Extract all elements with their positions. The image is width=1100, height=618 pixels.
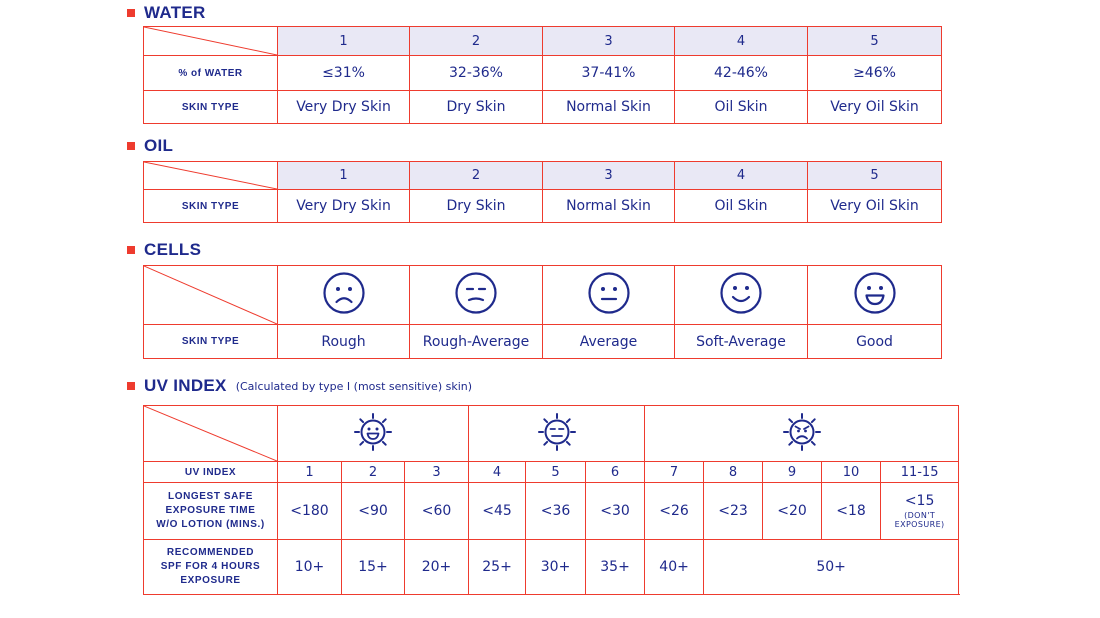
spf-row-label: RECOMMENDED SPF FOR 4 HOURS EXPOSURE [144, 540, 278, 595]
exposure-row-label: LONGEST SAFE EXPOSURE TIME W/O LOTION (MINS.) [144, 483, 278, 540]
spf-value: 10+ [278, 540, 342, 595]
water-level: 4 [675, 27, 808, 56]
neutral-sun-icon [537, 412, 577, 456]
oil-skin-type: Very Dry Skin [278, 190, 410, 223]
water-skin-type: Oil Skin [675, 91, 808, 124]
uv-index-value: 7 [645, 462, 704, 483]
face-cell [808, 266, 942, 325]
water-percent: ≤31% [278, 56, 410, 91]
cells-skin-type: Rough-Average [410, 325, 543, 359]
face-cell [278, 266, 410, 325]
exposure-value: <180 [278, 483, 342, 540]
percent-row-label: % of WATER [144, 56, 278, 91]
skin-type-row-label: SKIN TYPE [144, 325, 278, 359]
face-cell [675, 266, 808, 325]
water-skin-type: Very Oil Skin [808, 91, 942, 124]
exposure-value: <90 [342, 483, 405, 540]
uv-index-value: 1 [278, 462, 342, 483]
happy-face-icon [853, 271, 897, 319]
cells-section-header [127, 240, 201, 260]
bullet-square [127, 9, 135, 17]
cells-skin-type: Soft-Average [675, 325, 808, 359]
happy-sun-icon [353, 412, 393, 456]
exposure-value: <23 [704, 483, 763, 540]
exposure-value: <36 [526, 483, 586, 540]
uv-title: UV INDEX [144, 376, 227, 395]
sad-face-icon [322, 271, 366, 319]
uv-table [143, 405, 959, 595]
cells-title: CELLS [144, 240, 202, 259]
uv-index-value: 6 [586, 462, 645, 483]
cells-skin-type: Rough [278, 325, 410, 359]
oil-title: OIL [144, 136, 174, 155]
water-skin-type: Normal Skin [543, 91, 675, 124]
water-title: WATER [144, 3, 206, 22]
sun-cell-high [645, 406, 959, 462]
uv-note: (Calculated by type I (most sensitive) skin) [235, 379, 473, 393]
skin-type-row-label: SKIN TYPE [144, 190, 278, 223]
exposure-value-last [881, 483, 959, 540]
unhappy-face-icon [454, 271, 498, 319]
bullet-square [127, 382, 135, 390]
water-level: 3 [543, 27, 675, 56]
oil-level: 4 [675, 162, 808, 190]
water-percent: ≥46% [808, 56, 942, 91]
uv-index-value: 10 [822, 462, 881, 483]
uv-index-value: 9 [763, 462, 822, 483]
uv-index-value: 5 [526, 462, 586, 483]
uv-index-value: 8 [704, 462, 763, 483]
uv-index-value: 2 [342, 462, 405, 483]
corner-cell [144, 162, 278, 190]
uv-index-row-label: UV INDEX [144, 462, 278, 483]
exposure-value: <18 [822, 483, 881, 540]
smile-face-icon [719, 271, 763, 319]
spf-value: 50+ [704, 540, 959, 595]
angry-sun-icon [782, 412, 822, 456]
water-section-header [127, 3, 206, 23]
exposure-value: <45 [469, 483, 526, 540]
water-percent: 37-41% [543, 56, 675, 91]
spf-value: 30+ [526, 540, 586, 595]
dont-exposure-note: (DON'T EXPOSURE) [894, 511, 945, 529]
oil-level: 5 [808, 162, 942, 190]
water-level: 2 [410, 27, 543, 56]
uv-section-header [127, 376, 472, 396]
spf-value: 35+ [586, 540, 645, 595]
exposure-value: <60 [405, 483, 469, 540]
oil-level: 2 [410, 162, 543, 190]
face-cell [410, 266, 543, 325]
exposure-value: <15 [904, 493, 935, 509]
water-table [143, 26, 942, 124]
oil-skin-type: Oil Skin [675, 190, 808, 223]
spf-value: 25+ [469, 540, 526, 595]
exposure-value: <20 [763, 483, 822, 540]
uv-index-value: 11-15 [881, 462, 959, 483]
spf-value: 40+ [645, 540, 704, 595]
water-percent: 32-36% [410, 56, 543, 91]
exposure-value: <30 [586, 483, 645, 540]
oil-level: 1 [278, 162, 410, 190]
face-cell [543, 266, 675, 325]
sun-cell-low [278, 406, 469, 462]
bullet-square [127, 142, 135, 150]
oil-skin-type: Normal Skin [543, 190, 675, 223]
oil-skin-type: Dry Skin [410, 190, 543, 223]
skin-type-row-label: SKIN TYPE [144, 91, 278, 124]
water-percent: 42-46% [675, 56, 808, 91]
oil-section-header [127, 136, 173, 156]
corner-cell [144, 27, 278, 56]
oil-skin-type: Very Oil Skin [808, 190, 942, 223]
uv-index-value: 4 [469, 462, 526, 483]
corner-cell [144, 266, 278, 325]
neutral-face-icon [587, 271, 631, 319]
cells-skin-type: Good [808, 325, 942, 359]
water-level: 1 [278, 27, 410, 56]
spf-value: 20+ [405, 540, 469, 595]
uv-index-value: 3 [405, 462, 469, 483]
water-skin-type: Very Dry Skin [278, 91, 410, 124]
oil-table [143, 161, 942, 223]
cells-skin-type: Average [543, 325, 675, 359]
cells-table [143, 265, 942, 359]
corner-cell [144, 406, 278, 462]
oil-level: 3 [543, 162, 675, 190]
bullet-square [127, 246, 135, 254]
water-skin-type: Dry Skin [410, 91, 543, 124]
water-level: 5 [808, 27, 942, 56]
sun-cell-moderate [469, 406, 645, 462]
spf-value: 15+ [342, 540, 405, 595]
exposure-value: <26 [645, 483, 704, 540]
